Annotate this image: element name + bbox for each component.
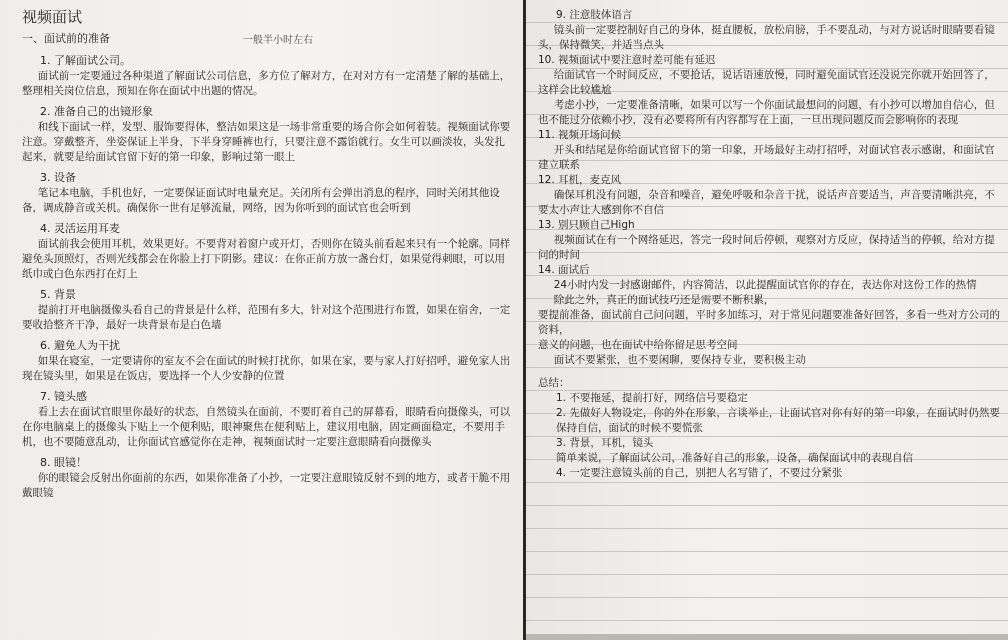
item-body-13: 视频面试在有一个网络延迟，答完一段时间后停顿，观察对方反应，保持适当的停顿，给对方提问的时间: [538, 234, 995, 261]
item-body-10: 给面试官一个时间反应，不要抢话，说话语速放慢，同时避免面试官还没说完你就开始回答了，这样会比较尴尬: [538, 69, 995, 96]
item-heading-12: 12. 耳机，麦克风: [538, 174, 622, 186]
item-body-9: 镜头前一定要控制好自己的身体，挺直腰板，放松肩膀，手不要乱动，与对方说话时眼睛要看镜头，保持微笑，并适当点头: [538, 24, 995, 51]
section-heading: 一、面试前的准备: [22, 32, 110, 45]
item-heading-1: 1. 了解面试公司。: [40, 54, 131, 67]
item-heading-10: 10. 视频面试中要注意时差可能有延迟: [538, 54, 716, 66]
item-heading-9: 9. 注意肢体语言: [556, 9, 633, 21]
summary-item-5: 4. 一定要注意镜头前的自己，别把人名写错了，不要过分紧张: [556, 467, 843, 479]
item-heading-3: 3. 设备: [40, 171, 76, 184]
summary-heading: 总结：: [538, 377, 570, 389]
summary-item-2: 2. 先做好人物设定，你的外在形象，言谈举止，让面试官对你有好的第一印象，在面试时仍然要保持自信，面试的时候不要慌张: [556, 407, 1000, 434]
summary-item-3: 3. 背景，耳机，镜头: [556, 437, 654, 449]
item-body-5: 提前打开电脑摄像头看自己的背景是什么样，范围有多大，针对这个范围进行布置，如果在宿舍，一定要收拾整齐干净，最好一块背景布是白色墙: [22, 304, 511, 331]
item-heading-14: 14. 面试后: [538, 264, 590, 276]
right-handwritten-page: [526, 0, 1008, 640]
closing-paragraph-4: 面试不要紧张，也不要闲聊，要保持专业，要积极主动: [553, 354, 806, 366]
summary-item-1: 1. 不要拖延，提前打好，网络信号要稳定: [556, 392, 748, 404]
page-bottom-edge: [526, 634, 1008, 640]
item-body-1: 面试前一定要通过各种渠道了解面试公司信息，多方位了解对方，在对对方有一定清楚了解的基础上，整理相关岗位信息，预知在你在面试中出题的情况。: [22, 70, 511, 97]
item-body-14: 24小时内发一封感谢邮件，内容简洁，以此提醒面试官你的存在，表达你对这份工作的热情: [553, 279, 977, 291]
closing-paragraph-1: 除此之外，真正的面试技巧还是需要不断积累，: [553, 294, 775, 306]
item-body-11: 开头和结尾是你给面试官留下的第一印象，开场最好主动打招呼，对面试官表示感谢，和面试官建立联系: [538, 144, 995, 171]
item-heading-2: 2. 准备自己的出镜形象: [40, 105, 153, 118]
item-heading-7: 7. 镜头感: [40, 390, 87, 403]
item-body-2: 和线下面试一样，发型、服饰要得体，整洁如果这是一场非常重要的场合你会如何着装。视频面试你要注意。穿戴整齐，坐姿保证上半身，下半身穿睡裤也行，只要注意不露馅就行。女生可以画淡妆，头发扎起来，就要是给面试官留下好的第一印象，影响过第一眼上: [22, 121, 511, 163]
item-body-12: 确保耳机没有问题，杂音和噪音，避免呼吸和杂音干扰，说话声音要适当，声音要清晰洪亮，不要太小声让人感到你不自信: [538, 189, 995, 216]
item-heading-5: 5. 背景: [40, 288, 76, 301]
item-heading-4: 4. 灵活运用耳麦: [40, 222, 120, 235]
item-body-7: 看上去在面试官眼里你最好的状态，自然镜头在面前，不要盯着自己的屏幕看，眼睛看向摄像头，可以在你电脑桌上的摄像头下贴上一个便利贴，眼神聚焦在便利贴上，建议用电脑，固定画面稳定，不要用手机，也不要随意乱动，让你面试官感觉你在走神，视频面试时一定要注意眼睛看向摄像头: [22, 406, 511, 448]
item-body-8: 你的眼镜会反射出你面前的东西，如果你准备了小抄，一定要注意眼镜反射不到的地方，或者干脆不用戴眼镜: [22, 472, 511, 499]
duration-note: 一般半小时左右: [243, 35, 313, 46]
item-body-6: 如果在寝室，一定要请你的室友不会在面试的时候打扰你，如果在家，要与家人打好招呼，避免家人出现在镜头里，如果是在饭店，要选择一个人少安静的位置: [22, 355, 511, 382]
closing-paragraph-3: 意义的问题，也在面试中给你留足思考空间: [538, 339, 738, 351]
page-title: 视频面试: [22, 8, 83, 26]
item-heading-8: 8. 眼镜！: [40, 456, 87, 469]
item-heading-6: 6. 避免人为干扰: [40, 339, 120, 352]
item-body-10b: 考虑小抄，一定要准备清晰，如果可以写一个你面试最想问的问题，有小抄可以增加自信心，但也不能过分依赖小抄，没有必要将所有内容都写在上面，一旦出现问题反而会影响你的表现: [538, 99, 995, 126]
item-body-4: 面试前我会使用耳机，效果更好。不要背对着窗户或开灯，否则你在镜头前看起来只有一个轮廓。同样避免头顶照灯，否则光线都会在你脸上打下阴影。建议：在你正前方放一盏台灯，如果觉得刺眼，可以用纸巾或白色东西打在灯上: [22, 238, 511, 280]
item-heading-11: 11. 视频开场问候: [538, 129, 622, 141]
closing-paragraph-2: 要提前准备，面试前自己问问题，平时多加练习，对于常见问题要准备好回答，多看一些对方公司的资料，: [538, 309, 1000, 336]
summary-item-4: 简单来说，了解面试公司，准备好自己的形象，设备，确保面试中的表现自信: [556, 452, 913, 464]
item-body-3: 笔记本电脑，手机也好，一定要保证面试时电量充足。关闭所有会弹出消息的程序，同时关闭其他设备，调成静音或关机。确保你一世有足够流量，网络，因为你听到的面试官也会听到: [22, 187, 500, 214]
item-heading-13: 13. 别只顾自己High: [538, 219, 635, 231]
